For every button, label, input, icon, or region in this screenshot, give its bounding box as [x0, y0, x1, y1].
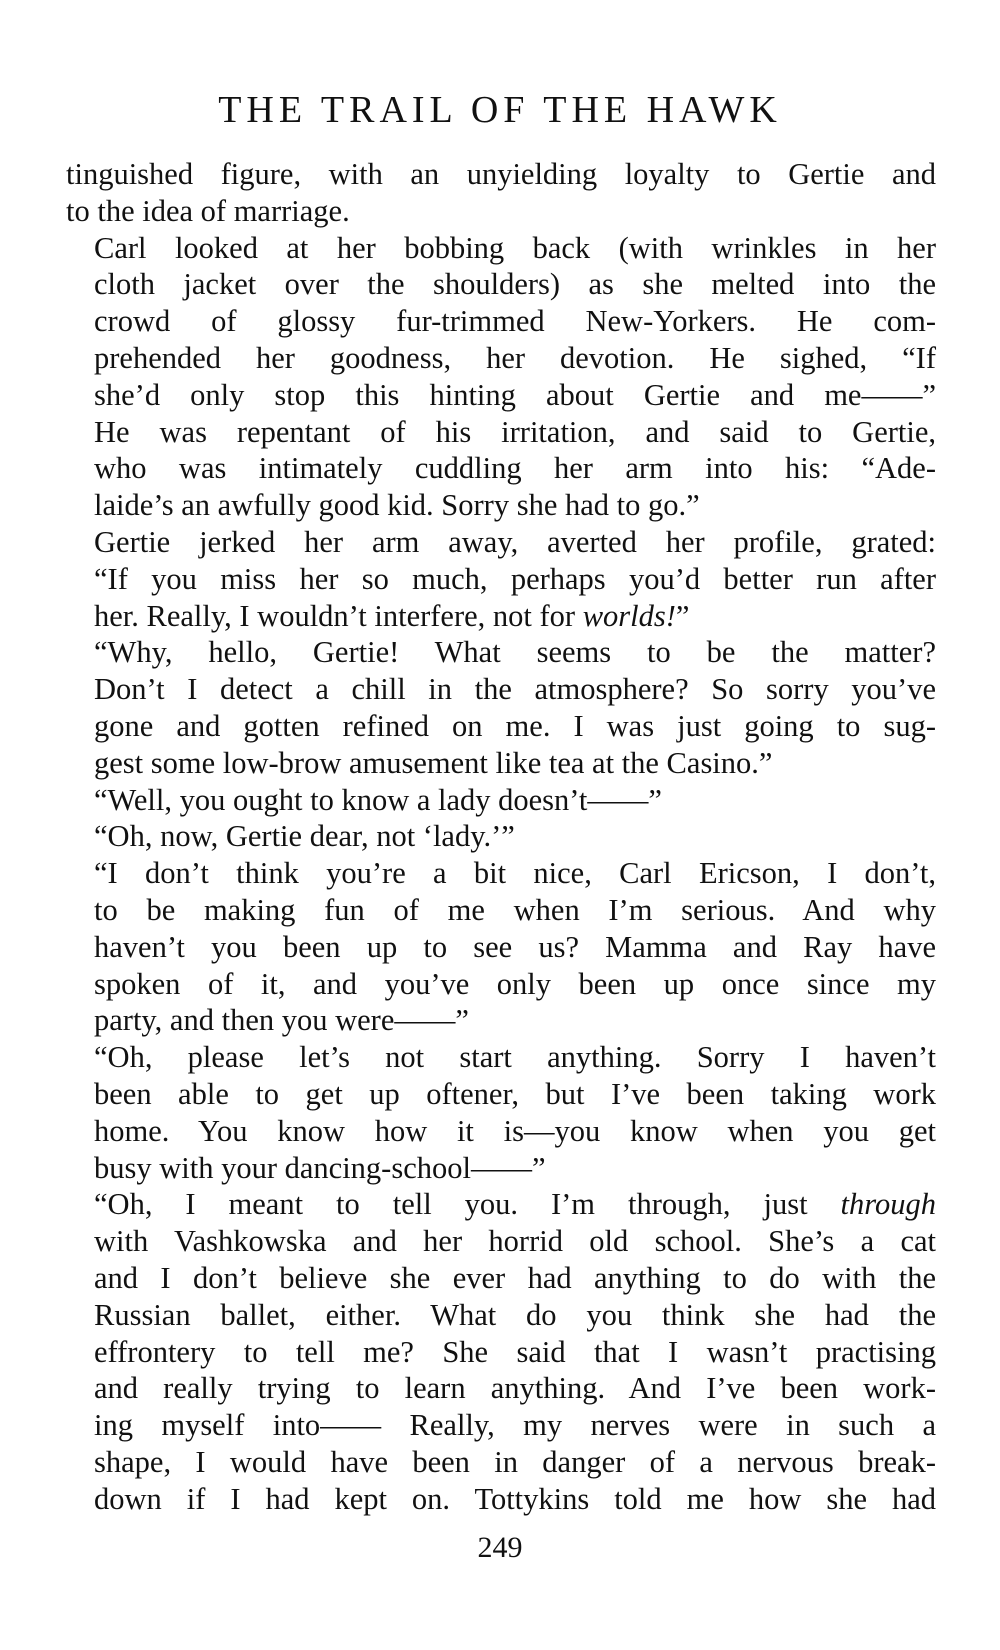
italic-word: through	[840, 1187, 936, 1222]
paragraph	[66, 524, 936, 782]
text-line: down if I had kept on. Tottykins told me how she had	[94, 1481, 936, 1516]
text-line: she’d only stop this hinting about Gertie and me——”	[94, 377, 936, 412]
text-fragment: “Oh, I meant to tell you. I’m through, just	[94, 1187, 841, 1222]
text-line: “Why, hello, Gertie! What seems to be the matter?	[94, 635, 936, 670]
text-line: gest some low-brow amusement like tea at the Casino.”	[94, 745, 773, 780]
text-line: shape, I would have been in danger of a nervous break-	[94, 1444, 936, 1479]
page-body	[66, 156, 936, 1517]
text-line: Carl looked at her bobbing back (with wrinkles in her	[94, 230, 936, 265]
running-head: THE TRAIL OF THE HAWK	[218, 89, 782, 131]
italic-word: worlds!	[582, 598, 676, 633]
text-line: spoken of it, and you’ve only been up once since my	[94, 966, 936, 1001]
text-line: prehended her goodness, her devotion. He sighed, “If	[94, 340, 936, 375]
paragraph	[66, 1039, 936, 1186]
text-line: “Oh, now, Gertie dear, not ‘lady.’”	[94, 819, 515, 854]
text-line: “I don’t think you’re a bit nice, Carl Ericson, I don’t,	[94, 856, 936, 891]
text-line: haven’t you been up to see us? Mamma and Ray have	[94, 929, 936, 964]
text-line	[66, 598, 936, 635]
text-line: Don’t I detect a chill in the atmosphere? So sorry you’ve	[94, 672, 936, 707]
text-line: to be making fun of me when I’m serious. And why	[94, 892, 936, 927]
text-line	[66, 1186, 936, 1223]
text-line: crowd of glossy fur-trimmed New-Yorkers. He com-	[94, 304, 936, 339]
text-line: Gertie jerked her arm away, averted her profile, grated:	[94, 524, 936, 559]
text-line: He was repentant of his irritation, and said to Gertie,	[94, 414, 936, 449]
text-line: home. You know how it is—you know when you get	[94, 1113, 936, 1148]
paragraph	[66, 1186, 936, 1517]
paragraph	[66, 818, 936, 855]
text-line: to the idea of marriage.	[66, 193, 350, 228]
text-line: laide’s an awfully good kid. Sorry she had to go.”	[94, 488, 700, 523]
page-number: 249	[477, 1531, 523, 1564]
text-line: Russian ballet, either. What do you think she had the	[94, 1297, 936, 1332]
text-line: busy with your dancing-school——”	[94, 1150, 546, 1185]
text-line: and really trying to learn anything. And I’ve been work-	[94, 1371, 936, 1406]
paragraph	[66, 855, 936, 1039]
text-line: party, and then you were——”	[94, 1003, 469, 1038]
text-fragment: ”	[675, 598, 690, 633]
text-line: with Vashkowska and her horrid old school. She’s a cat	[94, 1224, 936, 1259]
text-line: “If you miss her so much, perhaps you’d better run after	[94, 561, 936, 596]
text-line: gone and gotten refined on me. I was just going to sug-	[94, 708, 936, 743]
text-line: cloth jacket over the shoulders) as she melted into the	[94, 267, 936, 302]
text-line: “Oh, please let’s not start anything. Sorry I haven’t	[94, 1040, 936, 1075]
text-fragment: her. Really, I wouldn’t interfere, not for	[94, 598, 583, 633]
text-line: effrontery to tell me? She said that I wasn’t practising	[94, 1334, 936, 1369]
paragraph	[66, 156, 936, 230]
text-line: “Well, you ought to know a lady doesn’t——”	[94, 782, 662, 817]
paragraph	[66, 782, 936, 819]
text-line: who was intimately cuddling her arm into his: “Ade-	[94, 451, 936, 486]
text-line: ing myself into—— Really, my nerves were in such a	[94, 1408, 936, 1443]
text-line: tinguished figure, with an unyielding loyalty to Gertie and	[66, 157, 936, 191]
text-line: been able to get up oftener, but I’ve been taking work	[94, 1076, 936, 1111]
text-line: and I don’t believe she ever had anything to do with the	[94, 1260, 936, 1295]
paragraph	[66, 230, 936, 524]
